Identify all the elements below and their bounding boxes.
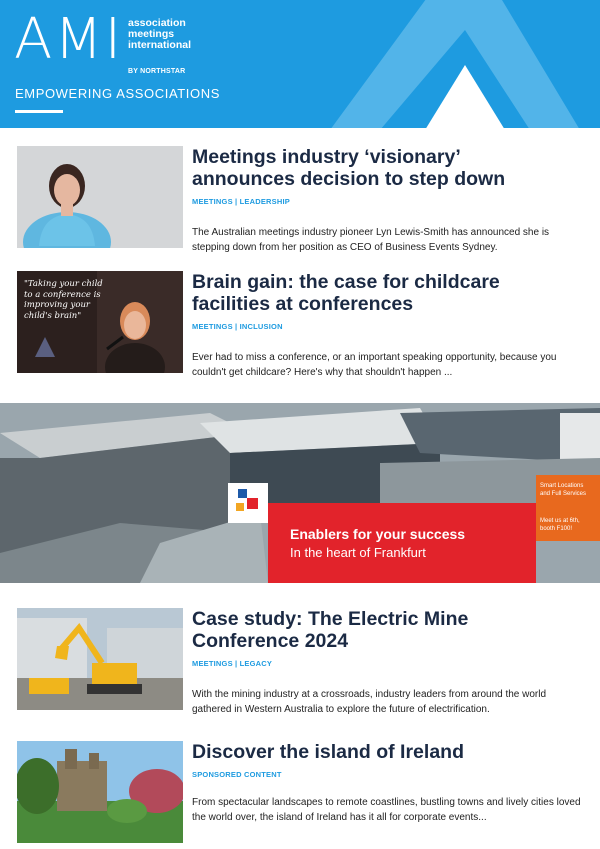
article-title[interactable] [192,741,582,763]
article-thumbnail-ireland[interactable] [17,741,183,843]
article-tags[interactable]: MEETINGS | LEADERSHIP [192,197,290,206]
article-thumbnail-electric-mine[interactable] [17,608,183,710]
banner-side-line: and Full Services [540,491,587,497]
banner-subline: In the heart of Frankfurt [290,545,426,560]
banner-headline[interactable]: Enablers for your success [290,526,466,542]
banner-side-line: Smart Locations [540,483,584,489]
article-title-line: announces decision to step down [192,168,506,190]
article-summary: Ever had to miss a conference, or an important speaking opportunity, because you couldn't get childcare? Here's why that shouldn't happen ... [192,352,557,378]
banner-side-line: booth F100! [540,526,573,532]
logo-by-northstar: BY NORTHSTAR [128,68,186,75]
article-title-line: Meetings industry ‘visionary’ [192,146,461,168]
messe-logo [228,483,268,523]
article-title-line: Brain gain: the case for childcare [192,271,500,293]
article-summary: The Australian meetings industry pioneer Lyn Lewis-Smith has announced she is stepping down from her position as CEO of Business Events Sydney. [192,227,550,253]
article-item[interactable] [17,608,587,723]
logo-line-1: association [128,17,186,29]
article-tags[interactable]: MEETINGS | LEGACY [192,659,273,668]
tagline-underline [15,110,63,113]
article-thumbnail-childcare[interactable] [17,271,183,373]
article-item[interactable] [17,741,587,846]
article-summary: With the mining industry at a crossroads, industry leaders from around the world gathered in Western Australia to explore the future of electrification. [192,689,547,715]
banner-side-line: Meet us at 6th, [540,518,580,524]
header-banner [0,0,600,128]
article-title-line: facilities at conferences [192,293,414,315]
ami-a-graphic [330,0,580,128]
banner-red-panel[interactable] [268,503,536,583]
article-thumbnail-lyn-lewis-smith[interactable] [17,146,183,248]
logo-line-2: meetings [128,28,175,40]
logo-line-3: international [128,39,192,51]
ami-logo[interactable]: AMI [14,7,124,72]
article-item[interactable] [17,146,587,261]
tagline: EMPOWERING ASSOCIATIONS [15,86,220,101]
excavator-image [17,608,183,710]
article-title[interactable] [192,608,582,652]
article-title-line: Case study: The Electric Mine [192,608,469,630]
article-title-line: Discover the island of Ireland [192,741,464,763]
article-tags[interactable]: SPONSORED CONTENT [192,770,282,779]
article-title[interactable] [192,271,582,315]
banner-side-text-2 [540,517,580,533]
article-title[interactable] [192,146,582,190]
portrait-image [17,146,183,248]
article-item[interactable] [17,271,587,386]
castle-image [17,741,183,843]
article-tags[interactable]: MEETINGS | INCLUSION [192,322,283,331]
thumbnail-quote: "Taking your child to a conference is improving your child's brain" [24,279,103,321]
ami-logo-wordmark [128,18,191,51]
frankfurt-ad-banner[interactable] [0,403,600,583]
article-summary: From spectacular landscapes to remote coastlines, bustling towns and lively cities loved the world over, the island of Ireland has it all for corporate events... [192,797,581,823]
article-title-line: Conference 2024 [192,630,349,652]
messe-logo-icon [228,483,268,523]
banner-side-text-1 [540,482,586,498]
